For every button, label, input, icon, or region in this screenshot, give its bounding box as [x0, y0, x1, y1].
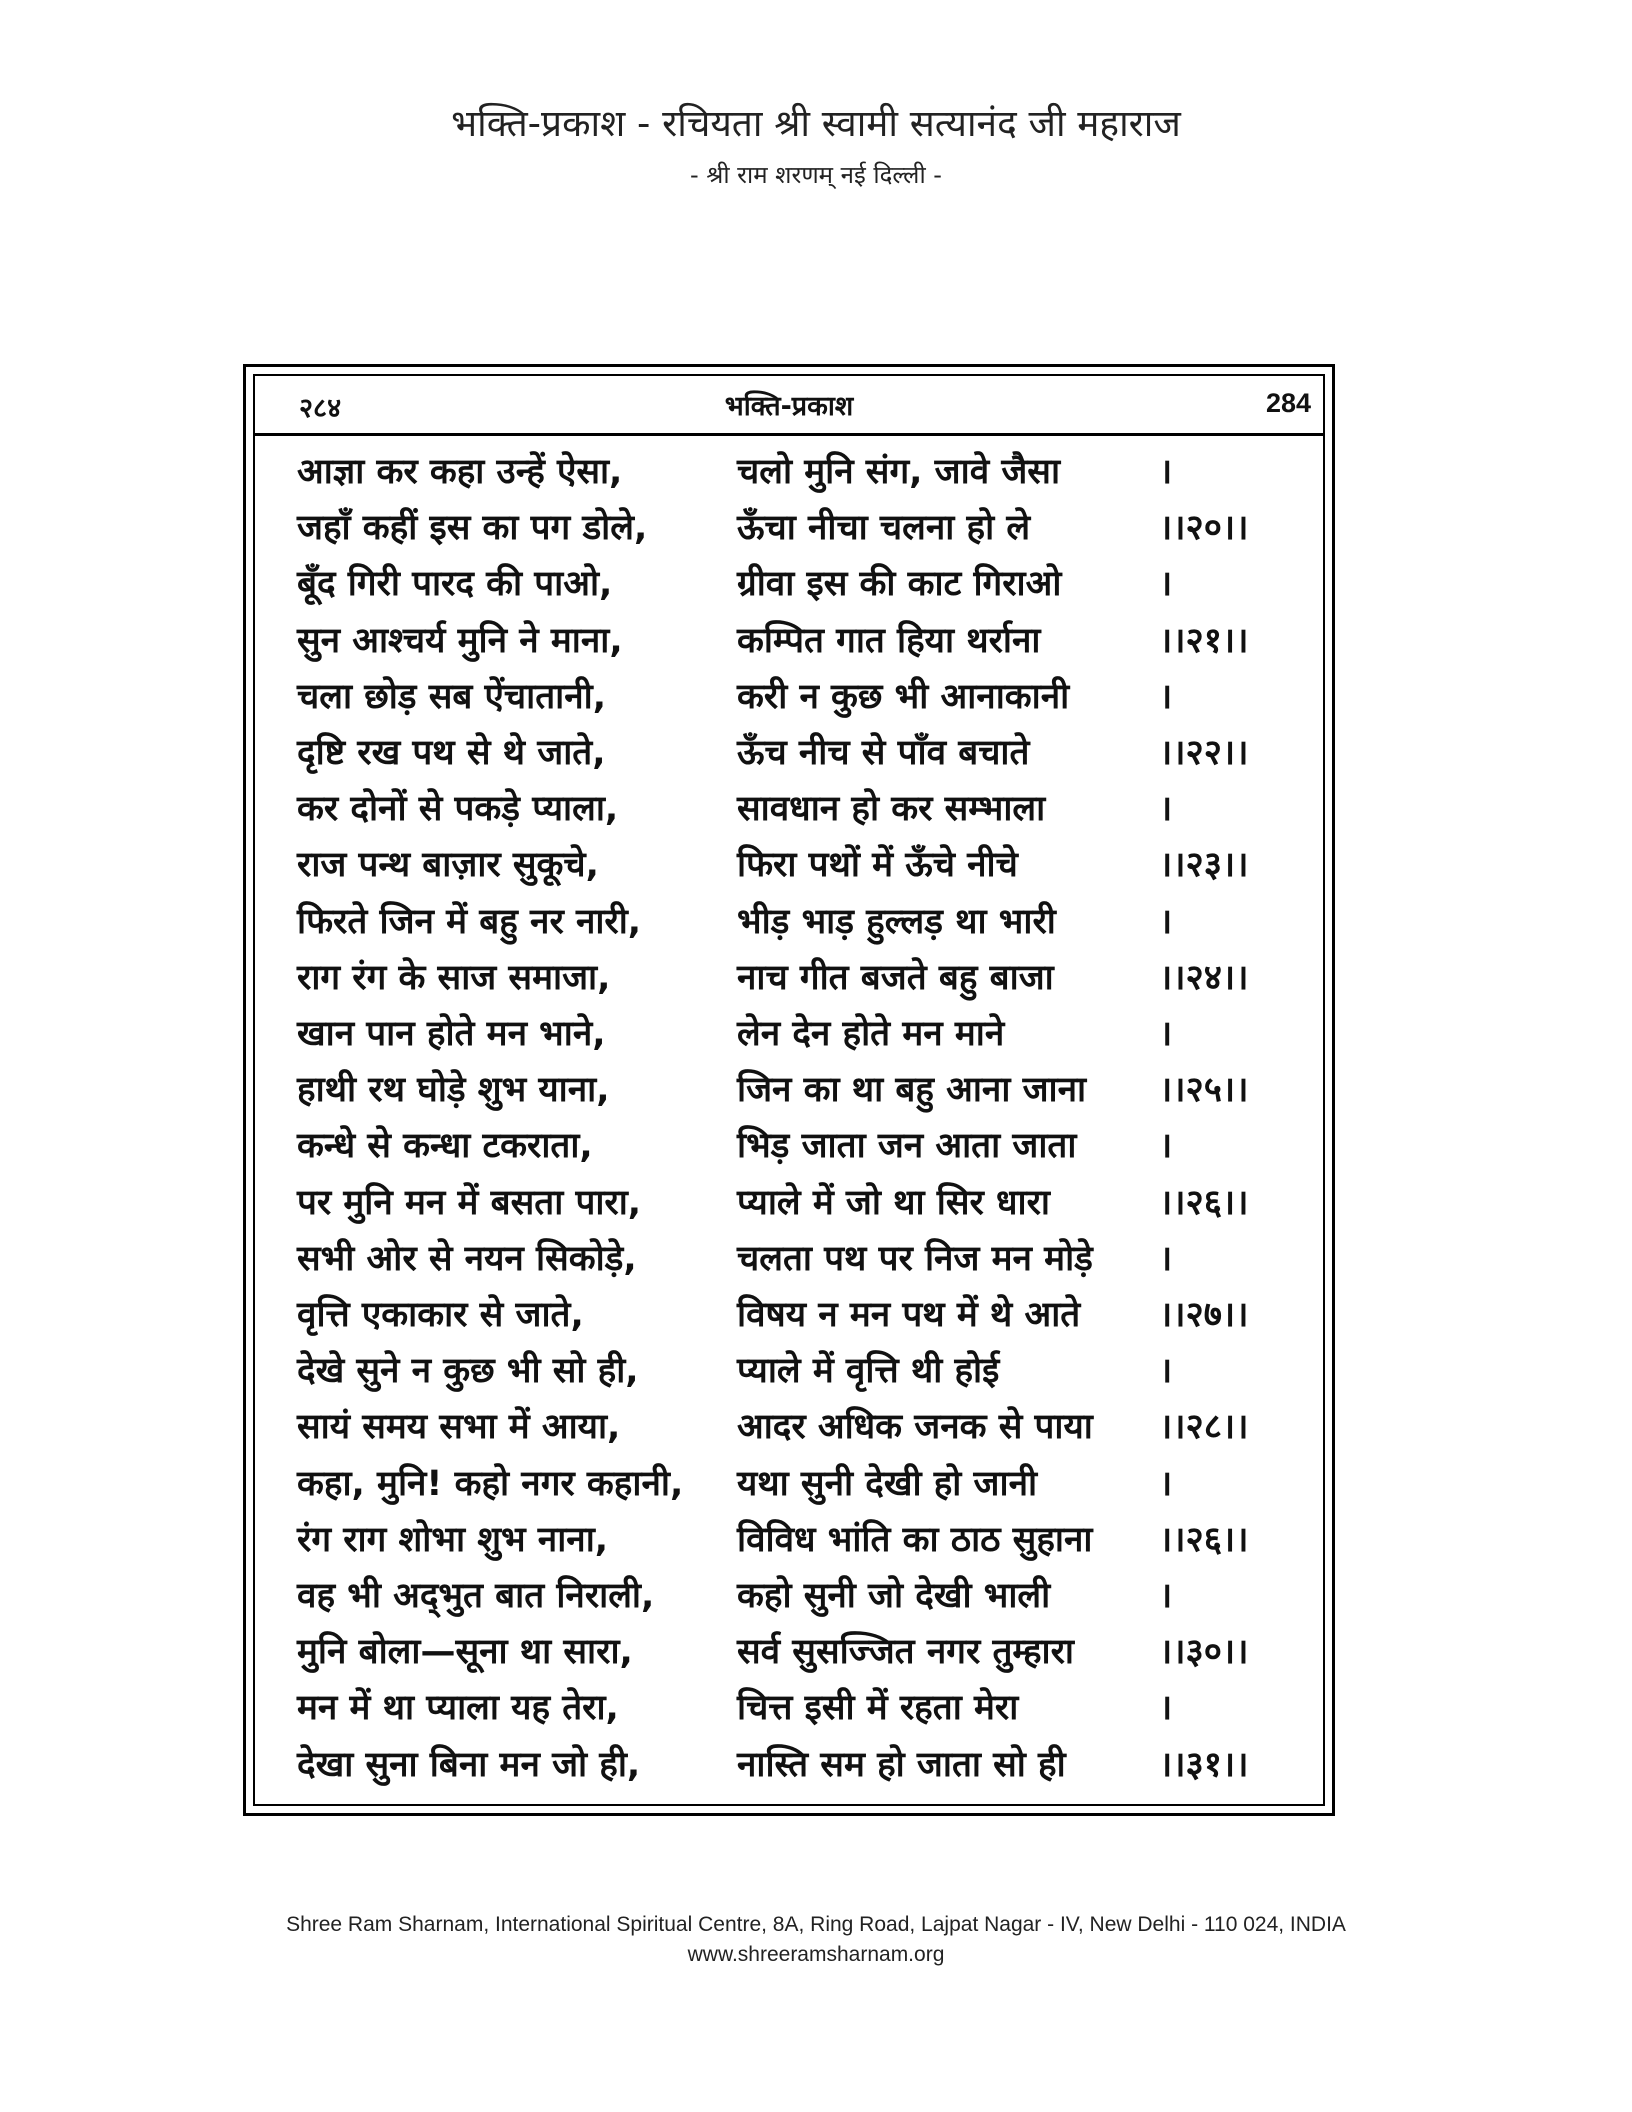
verse-number: । — [1159, 901, 1173, 942]
verse-first-half: मुनि बोला—सूना था सारा, — [297, 1632, 633, 1673]
verse-first-half: राग रंग के साज समाजा, — [297, 957, 611, 998]
verse-number: । — [1159, 1126, 1173, 1167]
verse-number: ।।२६।। — [1159, 1519, 1249, 1560]
verse-number: ।।२८।। — [1159, 1407, 1249, 1448]
verse-second-half: जिन का था बहु आना जाना — [737, 1070, 1087, 1111]
verse-number: ।।२२।। — [1159, 733, 1249, 773]
footer-address: Shree Ram Sharnam, International Spiritual Centre, 8A, Ring Road, Lajpat Nagar - IV, New Delhi - 110 024, INDIA — [286, 1913, 1346, 1936]
verse-first-half: आज्ञा कर कहा उन्हें ऐसा, — [297, 452, 623, 492]
verse-number: । — [1159, 1463, 1173, 1504]
verse-second-half: नास्ति सम हो जाता सो ही — [737, 1744, 1066, 1785]
verse-line — [253, 1006, 1325, 1062]
verse-number: । — [1159, 676, 1173, 717]
verse-first-half: वृत्ति एकाकार से जाते, — [297, 1295, 584, 1335]
verse-line — [253, 1175, 1325, 1231]
verse-first-half: हाथी रथ घोड़े शुभ याना, — [297, 1070, 610, 1111]
verse-number: ।।२६।। — [1159, 1182, 1249, 1223]
verse-number: ।।२७।। — [1159, 1295, 1249, 1335]
verse-line — [253, 1624, 1325, 1680]
book-page-header — [253, 374, 1325, 436]
verse-line — [253, 556, 1325, 612]
verse-second-half: करी न कुछ भी आनाकानी — [737, 676, 1070, 717]
verse-second-half: यथा सुनी देखी हो जानी — [737, 1463, 1038, 1504]
verse-first-half: बूँद गिरी पारद की पाओ, — [297, 564, 613, 605]
verse-number: । — [1159, 1576, 1173, 1616]
verse-first-half: देखा सुना बिना मन जो ही, — [297, 1744, 641, 1785]
verse-line — [253, 950, 1325, 1006]
verse-second-half: फिरा पथों में ऊँचे नीचे — [737, 845, 1018, 886]
verse-number: ।।२५।। — [1159, 1070, 1249, 1111]
verse-first-half: वह भी अद्‌भुत बात निराली, — [297, 1576, 655, 1616]
verse-second-half: सावधान हो कर सम्भाला — [737, 789, 1046, 830]
verse-first-half: सभी ओर से नयन सिकोड़े, — [297, 1238, 637, 1279]
verse-number: । — [1159, 1351, 1173, 1392]
verse-second-half: सर्व सुसज्जित नगर तुम्हारा — [737, 1632, 1074, 1673]
footer-website-link[interactable]: www.shreeramsharnam.org — [687, 1943, 945, 1966]
verse-line — [253, 725, 1325, 781]
verse-first-half: रंग राग शोभा शुभ नाना, — [297, 1519, 609, 1560]
verse-number: । — [1159, 564, 1173, 605]
verse-line — [253, 1737, 1325, 1793]
verse-line — [253, 444, 1325, 500]
verse-second-half: ऊँचा नीचा चलना हो ले — [737, 508, 1031, 549]
verse-second-half: प्याले में वृत्ति थी होई — [737, 1351, 1000, 1392]
verse-line — [253, 669, 1325, 725]
verse-number: । — [1159, 1014, 1173, 1054]
verse-first-half: दृष्टि रख पथ से थे जाते, — [297, 733, 606, 773]
verse-number: । — [1159, 1688, 1173, 1729]
verse-number: । — [1159, 789, 1173, 830]
page-number-latin: 284 — [1265, 388, 1311, 418]
verse-second-half: विविध भांति का ठाठ सुहाना — [737, 1519, 1093, 1560]
verse-number: ।।३०।। — [1159, 1632, 1249, 1673]
running-title: भक्ति-प्रकाश — [724, 391, 854, 422]
verse-number: । — [1159, 452, 1173, 492]
verse-second-half: भीड़ भाड़ हुल्लड़ था भारी — [737, 901, 1056, 942]
verse-number: ।।२४।। — [1159, 957, 1249, 998]
verse-line — [253, 613, 1325, 669]
verse-second-half: कम्पित गात हिया थर्राना — [737, 620, 1041, 661]
verse-second-half: चित्त इसी में रहता मेरा — [737, 1688, 1019, 1729]
verse-second-half: आदर अधिक जनक से पाया — [737, 1407, 1093, 1448]
verse-line — [253, 1062, 1325, 1118]
verse-number: ।।३१।। — [1159, 1744, 1249, 1785]
verse-first-half: राज पन्थ बाज़ार सुकूचे, — [297, 845, 599, 886]
verse-line — [253, 500, 1325, 556]
verse-line — [253, 1231, 1325, 1287]
verse-second-half: भिड़ जाता जन आता जाता — [737, 1126, 1077, 1167]
verse-first-half: पर मुनि मन में बसता पारा, — [297, 1182, 642, 1223]
verse-second-half: प्याले में जो था सिर धारा — [737, 1182, 1050, 1223]
verse-first-half: देखे सुने न कुछ भी सो ही, — [297, 1351, 639, 1392]
verse-first-half: जहाँ कहीं इस का पग डोले, — [297, 508, 648, 549]
verse-first-half: कन्धे से कन्धा टकराता, — [297, 1126, 593, 1167]
verse-first-half: सायं समय सभा में आया, — [297, 1407, 621, 1448]
verse-first-half: फिरते जिन में बहु नर नारी, — [297, 901, 642, 942]
verse-line — [253, 781, 1325, 837]
verse-second-half: कहो सुनी जो देखी भाली — [737, 1576, 1051, 1616]
verse-first-half: चला छोड़ सब ऐंचातानी, — [297, 676, 606, 717]
page-number-devanagari: २८४ — [299, 393, 342, 424]
verse-number: ।।२१।। — [1159, 620, 1249, 661]
verse-number: । — [1159, 1238, 1173, 1279]
verse-second-half: चलता पथ पर निज मन मोड़े — [737, 1238, 1093, 1279]
verse-number: ।।२०।। — [1159, 508, 1249, 549]
verse-first-half: कहा, मुनि! कहो नगर कहानी, — [297, 1463, 684, 1504]
document-title: भक्ति-प्रकाश - रचियता श्री स्वामी सत्यानंद जी महाराज — [451, 102, 1181, 145]
verse-line — [253, 1512, 1325, 1568]
verse-block — [253, 444, 1325, 1804]
verse-line — [253, 837, 1325, 893]
verse-line — [253, 1399, 1325, 1455]
verse-line — [253, 894, 1325, 950]
verse-first-half: कर दोनों से पकड़े प्याला, — [297, 789, 619, 830]
verse-second-half: लेन देन होते मन माने — [737, 1014, 1005, 1054]
verse-first-half: मन में था प्याला यह तेरा, — [297, 1688, 619, 1729]
verse-second-half: ग्रीवा इस की काट गिराओ — [737, 564, 1062, 605]
verse-second-half: विषय न मन पथ में थे आते — [737, 1295, 1081, 1335]
verse-line — [253, 1568, 1325, 1624]
verse-second-half: नाच गीत बजते बहु बाजा — [737, 957, 1054, 998]
verse-first-half: सुन आश्चर्य मुनि ने माना, — [297, 620, 623, 661]
verse-second-half: चलो मुनि संग, जावे जैसा — [737, 452, 1061, 492]
verse-line — [253, 1343, 1325, 1399]
verse-line — [253, 1287, 1325, 1343]
verse-line — [253, 1456, 1325, 1512]
verse-line — [253, 1118, 1325, 1174]
verse-line — [253, 1680, 1325, 1736]
verse-number: ।।२३।। — [1159, 845, 1249, 886]
verse-first-half: खान पान होते मन भाने, — [297, 1014, 606, 1054]
document-subtitle: - श्री राम शरणम् नई दिल्ली - — [690, 161, 942, 189]
verse-second-half: ऊँच नीच से पाँव बचाते — [737, 733, 1030, 773]
